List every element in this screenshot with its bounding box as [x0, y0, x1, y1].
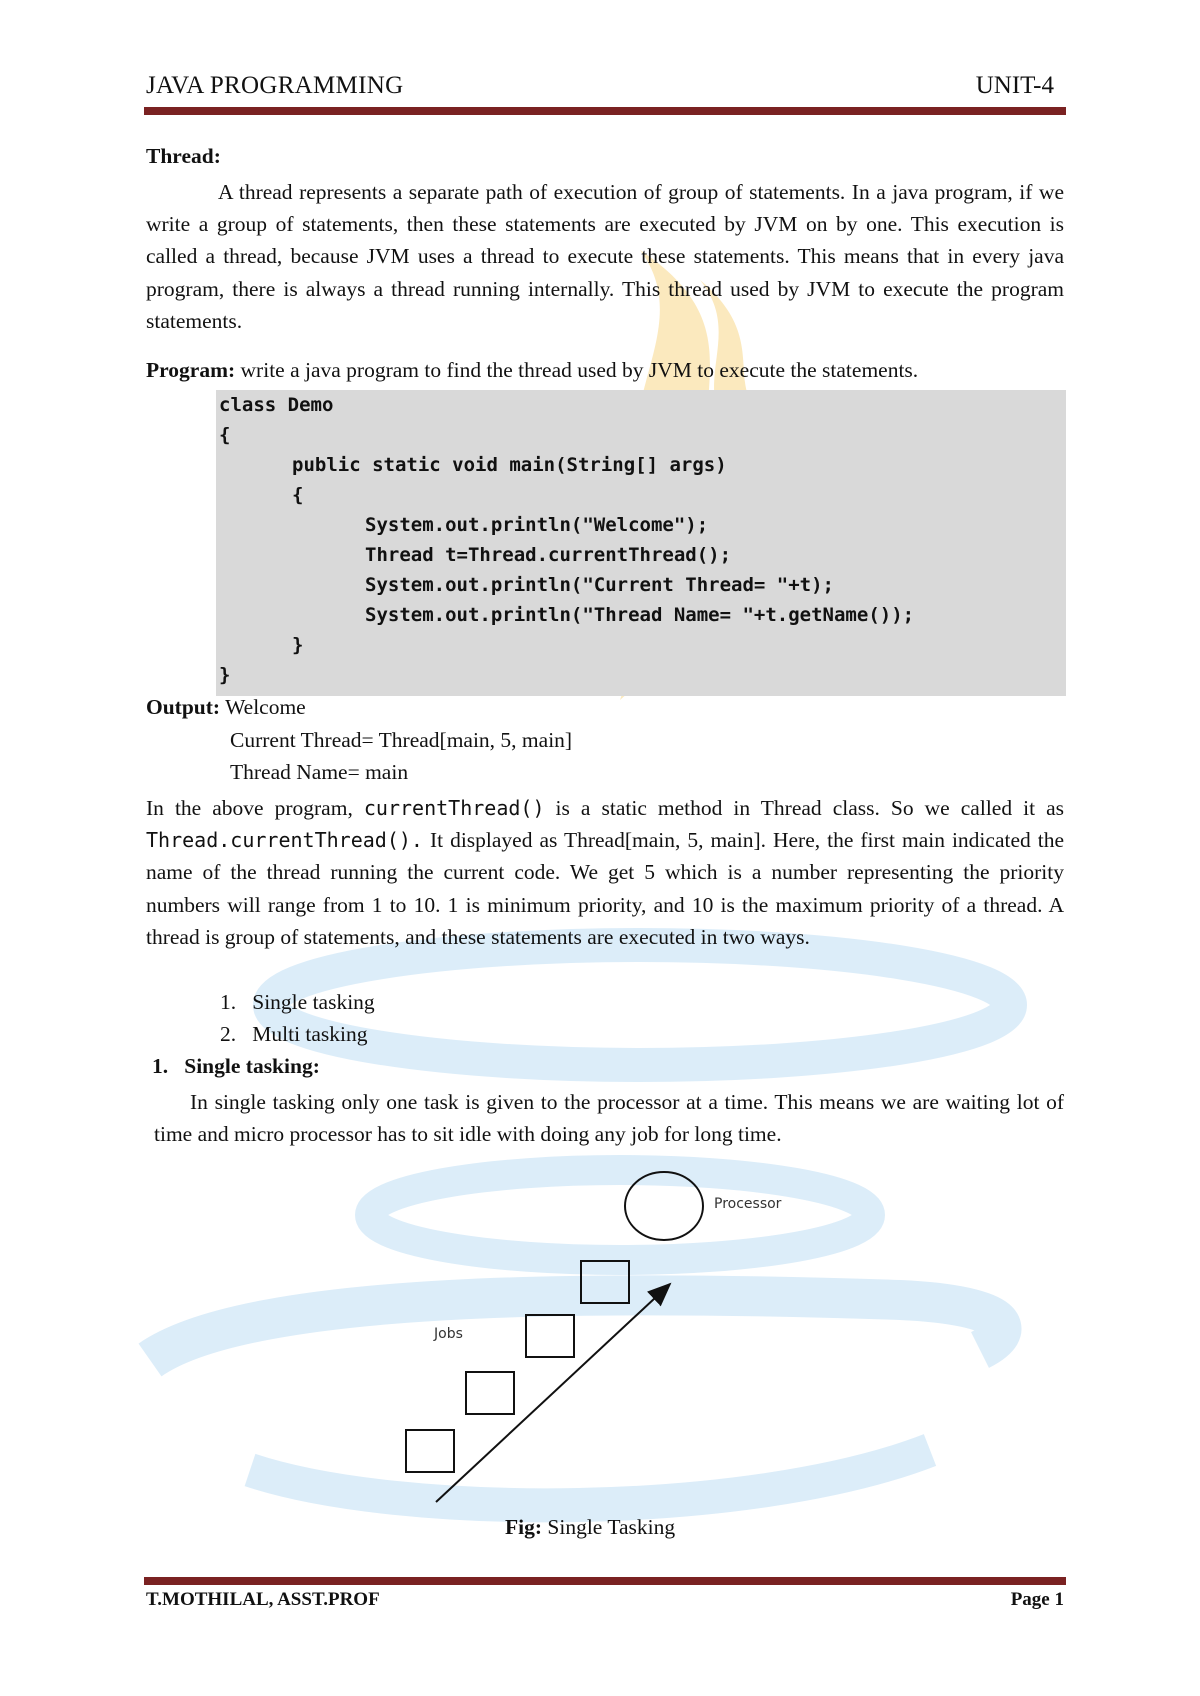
inline-code: Thread.currentThread().	[146, 828, 423, 853]
code-line: Thread t=Thread.currentThread();	[365, 544, 732, 566]
explanation-text: In the above program,	[146, 796, 353, 820]
code-line: {	[292, 484, 304, 506]
section-title: Single tasking:	[184, 1054, 320, 1078]
processor-label: Processor	[714, 1196, 782, 1212]
explanation-text: It displayed as Thread[main, 5, main]. Here, the first main indicated the name of the thread running the current code. We get 5 which is a number representing the priority numbers will range from 1 to 10. 1 is minimum priority, and 10 is the maximum priority of a thread. A thread is group of statements, and these statements are executed in two ways.	[146, 828, 1065, 949]
list-item	[220, 1022, 368, 1047]
code-line: public static void main(String[] args)	[292, 454, 727, 476]
code-line: {	[219, 424, 231, 446]
output-line: Current Thread= Thread[main, 5, main]	[230, 728, 573, 752]
output-block	[146, 695, 306, 720]
single-tasking-figure	[380, 1160, 830, 1520]
job-box	[581, 1261, 629, 1303]
program-description: write a java program to find the thread used by JVM to execute the statements.	[240, 358, 919, 382]
figure-caption	[505, 1515, 675, 1540]
header-unit: UNIT-4	[975, 72, 1054, 99]
list-text: Multi tasking	[252, 1022, 368, 1046]
code-line: class Demo	[219, 394, 334, 416]
code-block	[216, 390, 1066, 696]
program-line	[146, 358, 918, 383]
list-number: 1.	[220, 990, 237, 1014]
list-item	[220, 990, 375, 1015]
footer-page-number: Page 1	[1010, 1589, 1064, 1610]
caption-label: Fig:	[505, 1515, 543, 1539]
section-number: 1.	[152, 1054, 169, 1078]
output-line: Thread Name= main	[230, 760, 409, 784]
inline-code: currentThread()	[363, 796, 545, 820]
header-title: JAVA PROGRAMMING	[146, 72, 404, 99]
footer-rule	[144, 1577, 1066, 1585]
job-box	[406, 1430, 454, 1472]
explanation-text: is a static method in Thread class. So we called it as	[555, 796, 1065, 820]
code-line: System.out.println("Welcome");	[365, 514, 709, 536]
list-text: Single tasking	[252, 990, 375, 1014]
jobs-label: Jobs	[434, 1326, 463, 1342]
program-label: Program:	[146, 358, 236, 382]
header-rule	[144, 107, 1066, 115]
job-box	[526, 1315, 574, 1357]
code-line: }	[292, 634, 304, 656]
explanation-paragraph	[146, 792, 1064, 953]
flow-arrow	[436, 1284, 670, 1502]
thread-paragraph: A thread represents a separate path of execution of group of statements. In a java program, if we write a group of statements, then these statements are executed by JVM on by one. This execution is called a thread, because JVM uses a thread to execute these statements. This means that in every java program, there is always a thread running internally. This thread used by JVM to execute the program statements.	[146, 180, 1064, 333]
processor-circle	[625, 1172, 703, 1240]
footer-author: T.MOTHILAL, ASST.PROF	[146, 1589, 380, 1610]
section-heading-single-tasking	[152, 1054, 320, 1079]
code-line: System.out.println("Current Thread= "+t);	[365, 574, 834, 596]
list-number: 2.	[220, 1022, 237, 1046]
job-box	[466, 1372, 514, 1414]
section-heading-thread: Thread:	[146, 144, 221, 168]
output-label: Output:	[146, 695, 221, 719]
code-line: }	[219, 664, 231, 686]
single-tasking-paragraph: In single tasking only one task is given to the processor at a time. This means we are waiting lot of time and micro processor has to sit idle with doing any job for long time.	[154, 1090, 1064, 1147]
output-line: Welcome	[225, 695, 306, 719]
caption-text: Single Tasking	[547, 1515, 676, 1539]
code-line: System.out.println("Thread Name= "+t.getName());	[365, 604, 915, 626]
